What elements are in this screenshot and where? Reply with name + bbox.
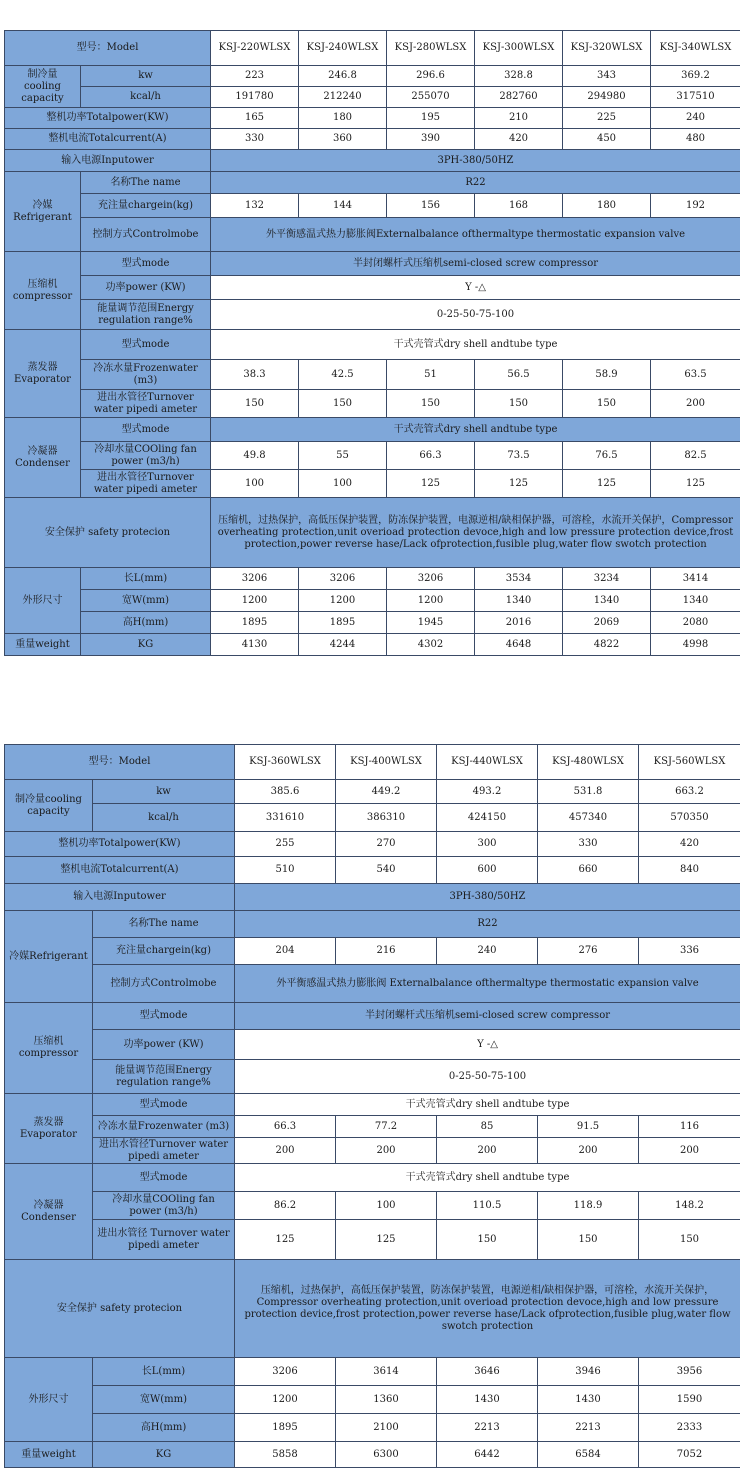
current-cell: 360 xyxy=(299,129,387,150)
evaporator-label: 蒸发器 Evaporator xyxy=(5,330,81,418)
input-power-value: 3PH-380/50HZ xyxy=(235,884,740,911)
refrigerant-name-value: R22 xyxy=(235,911,740,938)
length-cell: 3646 xyxy=(437,1358,538,1386)
width-cell: 1590 xyxy=(639,1386,740,1414)
width-cell: 1200 xyxy=(299,590,387,612)
comp-type-value: 半封闭螺杆式压缩机semi-closed screw compressor xyxy=(235,1003,740,1030)
height-cell: 2213 xyxy=(538,1414,639,1442)
evap-type-row xyxy=(5,330,740,360)
cond-type-label: 型式mode xyxy=(93,1164,235,1192)
cooling-water-cell: 66.3 xyxy=(387,442,475,470)
frozen-cell: 58.9 xyxy=(563,360,651,390)
total-power-row xyxy=(5,832,740,857)
length-cell: 3414 xyxy=(651,568,740,590)
condenser-label: 冷凝器 Condenser xyxy=(5,418,81,498)
width-cell: 1200 xyxy=(235,1386,336,1414)
cooling-kw-row xyxy=(5,66,740,87)
cond-pipe-cell: 125 xyxy=(336,1220,437,1260)
length-cell: 3956 xyxy=(639,1358,740,1386)
refrigerant-label: 冷媒 Refrigerant xyxy=(5,172,81,252)
width-cell: 1340 xyxy=(475,590,563,612)
length-cell: 3534 xyxy=(475,568,563,590)
width-cell: 1200 xyxy=(387,590,475,612)
total-power-label: 整机功率Totalpower(KW) xyxy=(5,108,211,129)
height-cell: 2016 xyxy=(475,612,563,634)
length-cell: 3946 xyxy=(538,1358,639,1386)
energy-value: 0-25-50-75-100 xyxy=(211,300,740,330)
evap-pipe-row xyxy=(5,1138,740,1164)
cond-pipe-cell: 150 xyxy=(639,1220,740,1260)
current-cell: 600 xyxy=(437,857,538,884)
charge-label: 充注量chargein(kg) xyxy=(93,938,235,965)
length-label: 长L(mm) xyxy=(81,568,211,590)
cond-pipe-label: 进出水管径 Turnover water pipedi ameter xyxy=(93,1220,235,1260)
length-cell: 3234 xyxy=(563,568,651,590)
width-row xyxy=(5,590,740,612)
kw-cell: 369.2 xyxy=(651,66,740,87)
safety-row xyxy=(5,1260,740,1358)
input-power-row xyxy=(5,150,740,172)
height-cell: 2333 xyxy=(639,1414,740,1442)
spec-table-1 xyxy=(4,30,740,656)
cooling-water-cell: 86.2 xyxy=(235,1192,336,1220)
energy-label: 能量调节范围Energy regulation range% xyxy=(81,300,211,330)
evap-pipe-cell: 150 xyxy=(211,390,299,418)
cooling-water-row xyxy=(5,442,740,470)
power-cell: 420 xyxy=(639,832,740,857)
control-label: 控制方式Controlmobe xyxy=(81,218,211,252)
current-cell: 540 xyxy=(336,857,437,884)
kcal-cell: 212240 xyxy=(299,87,387,108)
charge-cell: 180 xyxy=(563,194,651,218)
charge-cell: 276 xyxy=(538,938,639,965)
refrigerant-name-row xyxy=(5,911,740,938)
length-row xyxy=(5,568,740,590)
model-cell: KSJ-280WLSX xyxy=(387,31,475,66)
width-label: 宽W(mm) xyxy=(93,1386,235,1414)
frozen-row xyxy=(5,360,740,390)
kcal-cell: 386310 xyxy=(336,804,437,832)
kw-cell: 663.2 xyxy=(639,780,740,804)
evap-type-label: 型式mode xyxy=(93,1094,235,1116)
height-cell: 1945 xyxy=(387,612,475,634)
evap-pipe-cell: 200 xyxy=(235,1138,336,1164)
cooling-capacity-label: 制冷量cooling capacity xyxy=(5,780,93,832)
height-cell: 2069 xyxy=(563,612,651,634)
kw-unit-label: kw xyxy=(93,780,235,804)
dimensions-label: 外形尺寸 xyxy=(5,1358,93,1442)
current-cell: 660 xyxy=(538,857,639,884)
cond-pipe-cell: 100 xyxy=(299,470,387,498)
kcal-unit-label: kcal/h xyxy=(81,87,211,108)
comp-type-row xyxy=(5,1003,740,1030)
power-cell: 300 xyxy=(437,832,538,857)
cond-type-row xyxy=(5,1164,740,1192)
cond-pipe-label: 进出水管径Turnover water pipedi ameter xyxy=(81,470,211,498)
cooling-capacity-label: 制冷量 cooling capacity xyxy=(5,66,81,108)
evaporator-label: 蒸发器 Evaporator xyxy=(5,1094,93,1164)
control-value: 外平衡感温式热力膨胀阀 Externalbalance ofthermaltype thermostatic expansion valve xyxy=(235,965,740,1003)
model-cell: KSJ-300WLSX xyxy=(475,31,563,66)
weight-cell: 4998 xyxy=(651,634,740,656)
energy-value: 0-25-50-75-100 xyxy=(235,1060,740,1094)
height-cell: 2213 xyxy=(437,1414,538,1442)
cond-pipe-cell: 150 xyxy=(538,1220,639,1260)
cooling-kcal-row xyxy=(5,87,740,108)
width-cell: 1340 xyxy=(563,590,651,612)
height-row xyxy=(5,612,740,634)
kcal-cell: 255070 xyxy=(387,87,475,108)
width-row xyxy=(5,1386,740,1414)
compressor-label: 压缩机 compressor xyxy=(5,1003,93,1094)
cond-pipe-cell: 125 xyxy=(651,470,740,498)
refrigerant-name-value: R22 xyxy=(211,172,740,194)
frozen-cell: 66.3 xyxy=(235,1116,336,1138)
frozen-cell: 77.2 xyxy=(336,1116,437,1138)
kw-unit-label: kw xyxy=(81,66,211,87)
evap-pipe-cell: 200 xyxy=(651,390,740,418)
power-cell: 270 xyxy=(336,832,437,857)
frozen-cell: 63.5 xyxy=(651,360,740,390)
length-cell: 3206 xyxy=(387,568,475,590)
energy-label: 能量调节范围Energy regulation range% xyxy=(93,1060,235,1094)
energy-row xyxy=(5,1060,740,1094)
cond-type-value: 干式壳管式dry shell andtube type xyxy=(235,1164,740,1192)
power-cell: 240 xyxy=(651,108,740,129)
kcal-cell: 191780 xyxy=(211,87,299,108)
refrigerant-label: 冷媒Refrigerant xyxy=(5,911,93,1003)
kcal-cell: 457340 xyxy=(538,804,639,832)
cooling-water-cell: 73.5 xyxy=(475,442,563,470)
width-cell: 1360 xyxy=(336,1386,437,1414)
cooling-water-label: 冷却水量COOling fan power (m3/h) xyxy=(81,442,211,470)
refrigerant-name-label: 名称The name xyxy=(93,911,235,938)
comp-power-row xyxy=(5,276,740,300)
current-cell: 450 xyxy=(563,129,651,150)
comp-type-label: 型式mode xyxy=(93,1003,235,1030)
input-power-label: 输入电源Inputower xyxy=(5,150,211,172)
safety-label: 安全保护 safety protecion xyxy=(5,498,211,568)
height-cell: 2100 xyxy=(336,1414,437,1442)
length-cell: 3206 xyxy=(235,1358,336,1386)
model-cell: KSJ-360WLSX xyxy=(235,745,336,780)
charge-cell: 192 xyxy=(651,194,740,218)
control-value: 外平衡感温式热力膨胀阀Externalbalance ofthermaltype thermostatic expansion valve xyxy=(211,218,740,252)
comp-type-value: 半封闭螺杆式压缩机semi-closed screw compressor xyxy=(211,252,740,276)
current-cell: 840 xyxy=(639,857,740,884)
evap-pipe-label: 进出水管径Turnover water pipedi ameter xyxy=(93,1138,235,1164)
weight-unit-label: KG xyxy=(93,1442,235,1468)
model-cell: KSJ-340WLSX xyxy=(651,31,740,66)
cooling-water-cell: 55 xyxy=(299,442,387,470)
frozen-cell: 56.5 xyxy=(475,360,563,390)
weight-cell: 7052 xyxy=(639,1442,740,1468)
cooling-water-row xyxy=(5,1192,740,1220)
evap-pipe-label: 进出水管径Turnover water pipedi ameter xyxy=(81,390,211,418)
current-cell: 510 xyxy=(235,857,336,884)
refrigerant-name-label: 名称The name xyxy=(81,172,211,194)
charge-cell: 336 xyxy=(639,938,740,965)
length-cell: 3614 xyxy=(336,1358,437,1386)
charge-cell: 132 xyxy=(211,194,299,218)
cond-type-row xyxy=(5,418,740,442)
power-cell: 195 xyxy=(387,108,475,129)
evap-pipe-cell: 200 xyxy=(336,1138,437,1164)
cond-pipe-row xyxy=(5,470,740,498)
kw-cell: 296.6 xyxy=(387,66,475,87)
kw-cell: 385.6 xyxy=(235,780,336,804)
comp-power-row xyxy=(5,1030,740,1060)
current-cell: 480 xyxy=(651,129,740,150)
spec-table-2 xyxy=(4,744,740,1468)
weight-row xyxy=(5,1442,740,1468)
model-cell: KSJ-220WLSX xyxy=(211,31,299,66)
kw-cell: 493.2 xyxy=(437,780,538,804)
charge-cell: 204 xyxy=(235,938,336,965)
width-cell: 1430 xyxy=(538,1386,639,1414)
frozen-cell: 85 xyxy=(437,1116,538,1138)
weight-label: 重量weight xyxy=(5,1442,93,1468)
power-cell: 255 xyxy=(235,832,336,857)
model-cell: KSJ-480WLSX xyxy=(538,745,639,780)
cond-type-value: 干式壳管式dry shell andtube type xyxy=(211,418,740,442)
cooling-water-cell: 49.8 xyxy=(211,442,299,470)
charge-label: 充注量chargein(kg) xyxy=(81,194,211,218)
model-cell: KSJ-320WLSX xyxy=(563,31,651,66)
model-row xyxy=(5,745,740,780)
control-row xyxy=(5,218,740,252)
charge-cell: 156 xyxy=(387,194,475,218)
kw-cell: 343 xyxy=(563,66,651,87)
weight-unit-label: KG xyxy=(81,634,211,656)
kw-cell: 223 xyxy=(211,66,299,87)
height-label: 高H(mm) xyxy=(93,1414,235,1442)
cooling-water-cell: 110.5 xyxy=(437,1192,538,1220)
cooling-water-cell: 148.2 xyxy=(639,1192,740,1220)
charge-cell: 168 xyxy=(475,194,563,218)
height-row xyxy=(5,1414,740,1442)
length-label: 长L(mm) xyxy=(93,1358,235,1386)
compressor-label: 压缩机 compressor xyxy=(5,252,81,330)
kcal-cell: 424150 xyxy=(437,804,538,832)
comp-power-label: 功率power (KW) xyxy=(93,1030,235,1060)
power-cell: 225 xyxy=(563,108,651,129)
height-label: 高H(mm) xyxy=(81,612,211,634)
weight-cell: 5858 xyxy=(235,1442,336,1468)
comp-type-label: 型式mode xyxy=(81,252,211,276)
width-label: 宽W(mm) xyxy=(81,590,211,612)
comp-power-label: 功率power (KW) xyxy=(81,276,211,300)
cond-pipe-cell: 150 xyxy=(437,1220,538,1260)
height-cell: 1895 xyxy=(299,612,387,634)
cond-pipe-cell: 125 xyxy=(387,470,475,498)
energy-row xyxy=(5,300,740,330)
comp-type-row xyxy=(5,252,740,276)
total-current-label: 整机电流Totalcurrent(A) xyxy=(5,129,211,150)
cond-pipe-cell: 125 xyxy=(235,1220,336,1260)
cooling-kcal-row xyxy=(5,804,740,832)
total-current-label: 整机电流Totalcurrent(A) xyxy=(5,857,235,884)
kcal-unit-label: kcal/h xyxy=(93,804,235,832)
weight-cell: 4648 xyxy=(475,634,563,656)
model-cell: KSJ-440WLSX xyxy=(437,745,538,780)
charge-cell: 216 xyxy=(336,938,437,965)
evap-pipe-cell: 150 xyxy=(299,390,387,418)
power-cell: 210 xyxy=(475,108,563,129)
safety-value: 压缩机，过热保护，高低压保护装置，防冻保护装置，电源逆相/缺相保护器，可溶栓，水流开关保护，Compressor overheating protection,unit overioad protection devoce,high and low pressure protection device,frost protection,power reverse hase/Lack ofprotection,fusible plug,water flow swotch protection xyxy=(235,1260,740,1358)
weight-label: 重量weight xyxy=(5,634,81,656)
evap-type-row xyxy=(5,1094,740,1116)
cooling-water-cell: 76.5 xyxy=(563,442,651,470)
evap-type-label: 型式mode xyxy=(81,330,211,360)
power-cell: 165 xyxy=(211,108,299,129)
weight-cell: 4302 xyxy=(387,634,475,656)
width-cell: 1200 xyxy=(211,590,299,612)
evap-type-value: 干式壳管式dry shell andtube type xyxy=(211,330,740,360)
control-label: 控制方式Controlmobe xyxy=(93,965,235,1003)
total-power-label: 整机功率Totalpower(KW) xyxy=(5,832,235,857)
safety-label: 安全保护 safety protecion xyxy=(5,1260,235,1358)
model-row xyxy=(5,31,740,66)
model-label: 型号：Model xyxy=(5,745,235,780)
total-current-row xyxy=(5,857,740,884)
cooling-kw-row xyxy=(5,780,740,804)
evap-pipe-row xyxy=(5,390,740,418)
current-cell: 420 xyxy=(475,129,563,150)
weight-cell: 4244 xyxy=(299,634,387,656)
weight-cell: 4130 xyxy=(211,634,299,656)
model-cell: KSJ-560WLSX xyxy=(639,745,740,780)
current-cell: 390 xyxy=(387,129,475,150)
frozen-cell: 116 xyxy=(639,1116,740,1138)
current-cell: 330 xyxy=(211,129,299,150)
cooling-water-cell: 82.5 xyxy=(651,442,740,470)
height-cell: 1895 xyxy=(235,1414,336,1442)
evap-type-value: 干式壳管式dry shell andtube type xyxy=(235,1094,740,1116)
length-row xyxy=(5,1358,740,1386)
dimensions-label: 外形尺寸 xyxy=(5,568,81,634)
condenser-label: 冷凝器 Condenser xyxy=(5,1164,93,1260)
cooling-water-label: 冷却水量COOling fan power (m3/h) xyxy=(93,1192,235,1220)
weight-cell: 4822 xyxy=(563,634,651,656)
input-power-value: 3PH-380/50HZ xyxy=(211,150,740,172)
kw-cell: 328.8 xyxy=(475,66,563,87)
weight-cell: 6300 xyxy=(336,1442,437,1468)
cond-pipe-cell: 100 xyxy=(211,470,299,498)
evap-pipe-cell: 200 xyxy=(639,1138,740,1164)
kcal-cell: 331610 xyxy=(235,804,336,832)
width-cell: 1430 xyxy=(437,1386,538,1414)
model-cell: KSJ-400WLSX xyxy=(336,745,437,780)
charge-row xyxy=(5,194,740,218)
height-cell: 2080 xyxy=(651,612,740,634)
kcal-cell: 317510 xyxy=(651,87,740,108)
model-label: 型号：Model xyxy=(5,31,211,66)
frozen-cell: 42.5 xyxy=(299,360,387,390)
cond-type-label: 型式mode xyxy=(81,418,211,442)
frozen-cell: 91.5 xyxy=(538,1116,639,1138)
charge-cell: 144 xyxy=(299,194,387,218)
kw-cell: 449.2 xyxy=(336,780,437,804)
frozen-label: 冷冻水量Frozenwater (m3) xyxy=(93,1116,235,1138)
width-cell: 1340 xyxy=(651,590,740,612)
frozen-cell: 38.3 xyxy=(211,360,299,390)
cond-pipe-cell: 125 xyxy=(563,470,651,498)
frozen-label: 冷冻水量Frozenwater (m3) xyxy=(81,360,211,390)
height-cell: 1895 xyxy=(211,612,299,634)
cooling-water-cell: 100 xyxy=(336,1192,437,1220)
control-row xyxy=(5,965,740,1003)
length-cell: 3206 xyxy=(299,568,387,590)
power-cell: 180 xyxy=(299,108,387,129)
kw-cell: 531.8 xyxy=(538,780,639,804)
kcal-cell: 282760 xyxy=(475,87,563,108)
comp-power-value: Y -△ xyxy=(211,276,740,300)
cond-pipe-cell: 125 xyxy=(475,470,563,498)
frozen-cell: 51 xyxy=(387,360,475,390)
cooling-water-cell: 118.9 xyxy=(538,1192,639,1220)
evap-pipe-cell: 150 xyxy=(475,390,563,418)
input-power-label: 输入电源Inputower xyxy=(5,884,235,911)
comp-power-value: Y -△ xyxy=(235,1030,740,1060)
safety-row xyxy=(5,498,740,568)
safety-value: 压缩机，过热保护，高低压保护装置，防冻保护装置，电源逆相/缺相保护器，可溶栓，水流开关保护，Compressor overheating protection,unit overioad protection devoce,high and low pressure protection device,frost protection,power reverse hase/Lack ofprotection,fusible plug,water flow swotch protection xyxy=(211,498,740,568)
charge-row xyxy=(5,938,740,965)
evap-pipe-cell: 200 xyxy=(437,1138,538,1164)
refrigerant-name-row xyxy=(5,172,740,194)
evap-pipe-cell: 150 xyxy=(563,390,651,418)
evap-pipe-cell: 150 xyxy=(387,390,475,418)
evap-pipe-cell: 200 xyxy=(538,1138,639,1164)
total-current-row xyxy=(5,129,740,150)
model-cell: KSJ-240WLSX xyxy=(299,31,387,66)
input-power-row xyxy=(5,884,740,911)
kw-cell: 246.8 xyxy=(299,66,387,87)
total-power-row xyxy=(5,108,740,129)
weight-cell: 6584 xyxy=(538,1442,639,1468)
length-cell: 3206 xyxy=(211,568,299,590)
weight-row xyxy=(5,634,740,656)
kcal-cell: 294980 xyxy=(563,87,651,108)
cond-pipe-row xyxy=(5,1220,740,1260)
charge-cell: 240 xyxy=(437,938,538,965)
weight-cell: 6442 xyxy=(437,1442,538,1468)
kcal-cell: 570350 xyxy=(639,804,740,832)
power-cell: 330 xyxy=(538,832,639,857)
frozen-row xyxy=(5,1116,740,1138)
